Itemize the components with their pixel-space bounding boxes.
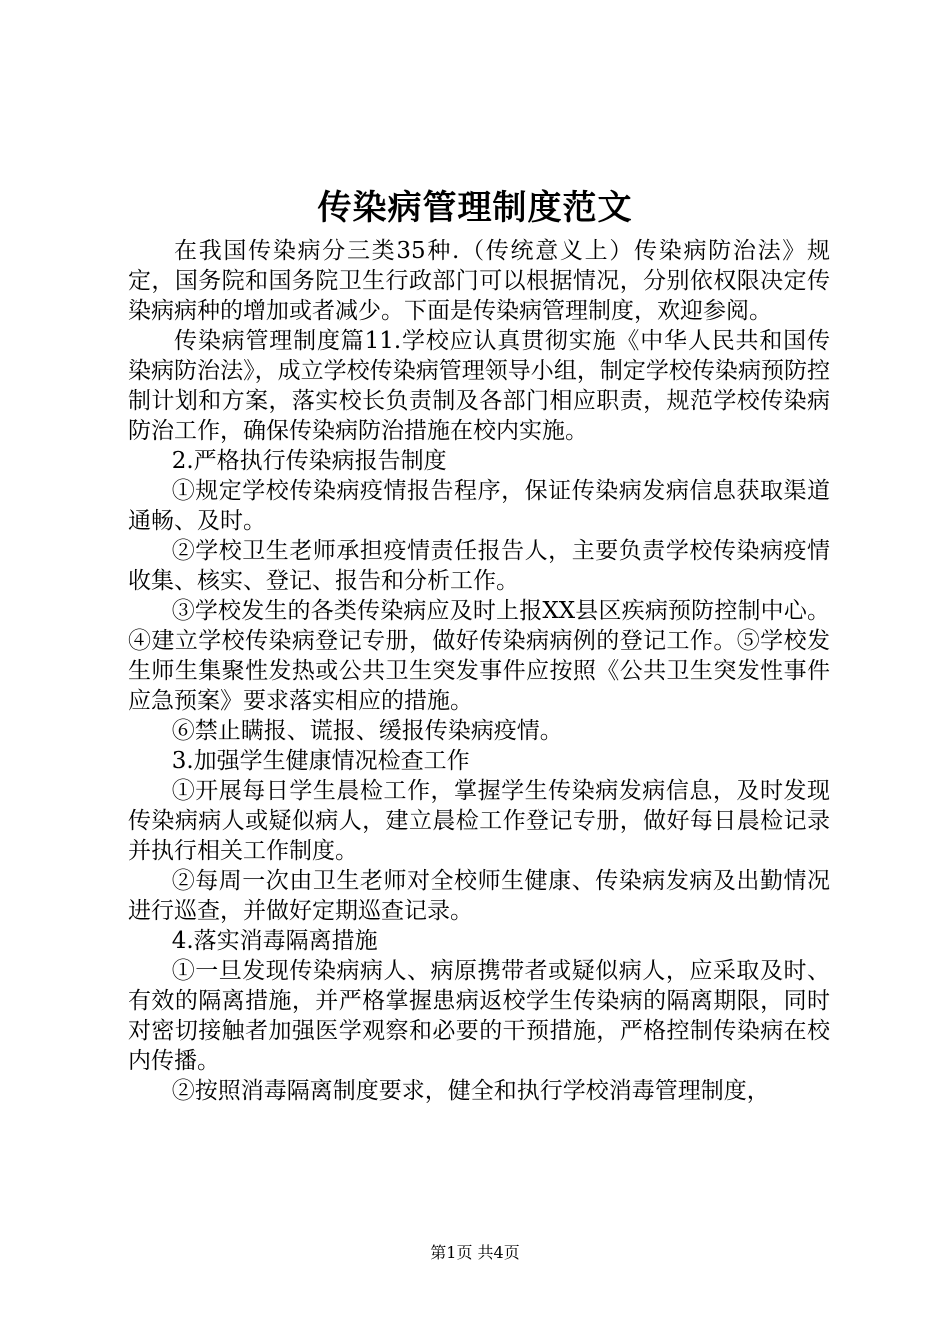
paragraph-item: ②学校卫生老师承担疫情责任报告人，主要负责学校传染病疫情收集、核实、登记、报告和分析工作。 — [128, 538, 830, 594]
paragraph-item: ①规定学校传染病疫情报告程序，保证传染病发病信息获取渠道通畅、及时。 — [128, 478, 830, 534]
paragraph-heading-4: 4.落实消毒隔离措施 — [171, 928, 378, 954]
paragraph-item: ⑥禁止瞒报、谎报、缓报传染病疫情。 — [171, 718, 563, 744]
paragraph-heading-2: 2.严格执行传染病报告制度 — [171, 448, 447, 474]
paragraph-item: ①一旦发现传染病病人、病原携带者或疑似病人，应采取及时、有效的隔离措施，并严格掌握患病返校学生传染病的隔离期限，同时对密切接触者加强医学观察和必要的干预措施，严格控制传染病在校内传播。 — [128, 958, 830, 1074]
paragraph-item: ①开展每日学生晨检工作，掌握学生传染病发病信息，及时发现传染病病人或疑似病人，建立晨检工作登记专册，做好每日晨检记录并执行相关工作制度。 — [128, 778, 830, 864]
paragraph-intro: 在我国传染病分三类35种.（传统意义上）传染病防治法》规定，国务院和国务院卫生行政部门可以根据情况，分别依权限决定传染病病种的增加或者减少。下面是传染病管理制度，欢迎参阅。 — [128, 238, 830, 324]
paragraph-section-1: 传染病管理制度篇11.学校应认真贯彻实施《中华人民共和国传染病防治法》，成立学校传染病管理领导小组，制定学校传染病预防控制计划和方案，落实校长负责制及各部门相应职责，规范学校传染病防治工作，确保传染病防治措施在校内实施。 — [128, 328, 830, 444]
document-title: 传染病管理制度范文 — [317, 188, 633, 228]
page-number-footer: 第1页 共4页 — [430, 1243, 520, 1262]
document-body — [128, 236, 830, 1106]
paragraph-item: ③学校发生的各类传染病应及时上报XX县区疾病预防控制中心。④建立学校传染病登记专册，做好传染病病例的登记工作。⑤学校发生师生集聚性发热或公共卫生突发事件应按照《公共卫生突发性事件应急预案》要求落实相应的措施。 — [128, 598, 830, 714]
paragraph-item: ②按照消毒隔离制度要求，健全和执行学校消毒管理制度， — [171, 1078, 770, 1104]
paragraph-heading-3: 3.加强学生健康情况检查工作 — [171, 748, 470, 774]
paragraph-item: ②每周一次由卫生老师对全校师生健康、传染病发病及出勤情况进行巡查，并做好定期巡查记录。 — [128, 868, 830, 924]
